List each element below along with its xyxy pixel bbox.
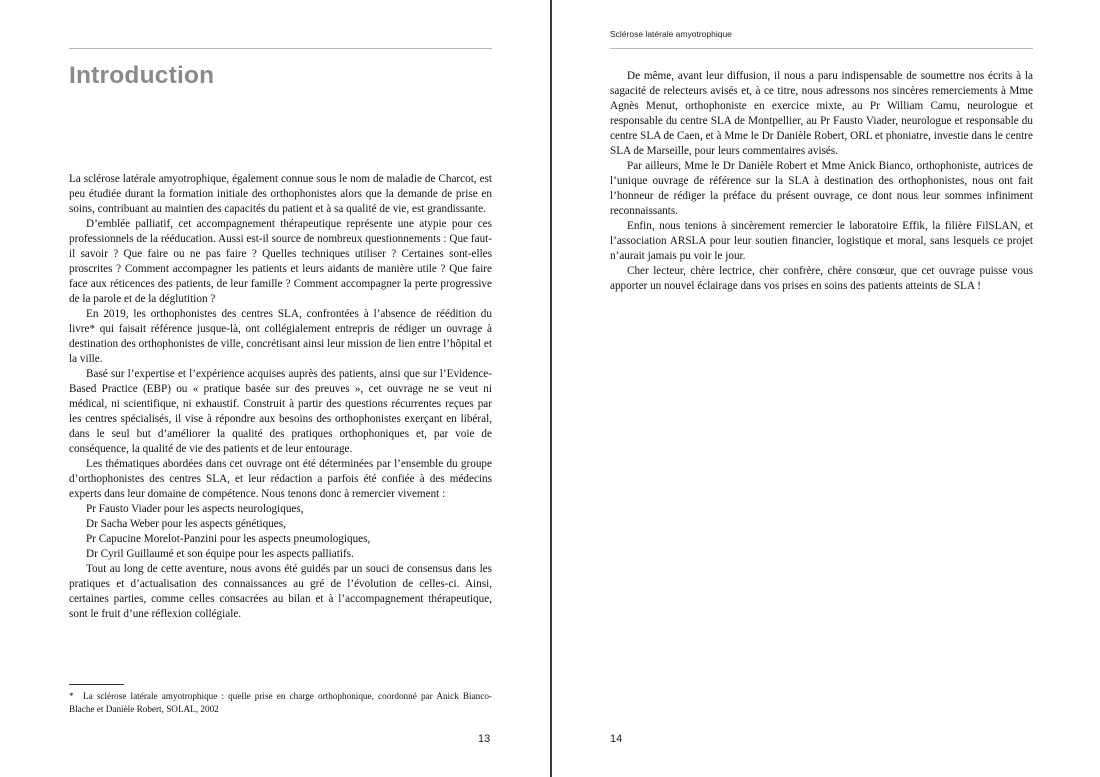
paragraph: Par ailleurs, Mme le Dr Danièle Robert et Mme Anick Bianco, orthophoniste, autrices de l’unique ouvrage de référence sur la SLA à destination des orthophonistes, nous ont fait l’honneur de rédiger la préface du présent ouvrage, ce dont nous leur sommes infiniment reconnaissants. xyxy=(610,160,1033,217)
list-item: Dr Cyril Guillaumé et son équipe pour les aspects palliatifs. xyxy=(86,548,354,560)
header-rule xyxy=(610,48,1033,49)
paragraph: Les thématiques abordées dans cet ouvrage ont été déterminées par l’ensemble du groupe d’orthophonistes des centres SLA, et leur rédaction a parfois été confiée à des médecins experts dans leur domaine de compétence. Nous tenons donc à remercier vivement : xyxy=(69,458,492,500)
page-number: 14 xyxy=(610,733,623,745)
paragraph: La sclérose latérale amyotrophique, également connue sous le nom de maladie de Charcot, est peu étudiée durant la formation initiale des orthophonistes alors que la demande de prise en soins, contribuant au maintien des capacités du patient et à sa qualité de vie, est grandissante. xyxy=(69,173,492,215)
list-item: Pr Fausto Viader pour les aspects neurologiques, xyxy=(86,503,304,515)
footnote-rule xyxy=(69,684,124,685)
paragraph: D’emblée palliatif, cet accompagnement thérapeutique représente une atypie pour ces professionnels de la rééducation. Aussi est-il source de nombreux questionnements : Que faut-il savoir ? Que faire ou ne pas faire ? Quelles techniques utiliser ? Certaines sont-elles proscrites ? Comment accompagner les patients et leurs aidants de manière utile ? Que faire face aux réticences des patients, de leur famille ? Comment accompagner la perte progressive de la parole et de la déglutition ? xyxy=(69,218,492,305)
footnote-marker: * xyxy=(69,691,74,701)
experts-list xyxy=(69,502,492,562)
paragraph: Tout au long de cette aventure, nous avons été guidés par un souci de consensus dans les pratiques et d’actualisation des connaissances au gré de l’évolution de celles-ci. Ainsi, certaines parties, comme celles consacrées au bilan et à l’accompagnement thérapeutique, sont le fruit d’une réflexion collégiale. xyxy=(69,563,492,620)
header-rule xyxy=(69,48,492,49)
page-number: 13 xyxy=(478,733,491,745)
right-page xyxy=(552,0,1100,777)
chapter-title: Introduction xyxy=(69,62,215,89)
paragraph: De même, avant leur diffusion, il nous a paru indispensable de soumettre nos écrits à la sagacité de relecteurs avisés et, à ce titre, nous adressons nos sincères remerciements à Mme Agnès Menut, orthophoniste en exercice mixte, au Pr William Camu, neurologue et responsable du centre SLA de Montpellier, au Pr Fausto Viader, neurologue et responsable du centre SLA de Caen, et à Mme le Dr Danièle Robert, ORL et phoniatre, investie dans le centre SLA de Marseille, pour leurs commentaires avisés. xyxy=(610,70,1033,157)
list-item: Pr Capucine Morelot-Panzini pour les aspects pneumologiques, xyxy=(86,533,371,545)
list-item: Dr Sacha Weber pour les aspects génétiques, xyxy=(86,518,286,530)
running-head: Sclérose latérale amyotrophique xyxy=(610,29,732,39)
paragraph: Basé sur l’expertise et l’expérience acquises auprès des patients, ainsi que sur l’Evidence-Based Practice (EBP) ou « pratique basée sur des preuves », cet ouvrage ne se veut ni médical, ni scientifique, ni exhaustif. Construit à partir des questions récurrentes reçues par les centres spécialisés, il vise à répondre aux besoins des orthophonistes exerçant en libéral, dans le seul but d’améliorer la qualité des pratiques orthophoniques et, par voie de conséquence, la qualité de vie des patients et de leur entourage. xyxy=(69,368,492,455)
paragraph: En 2019, les orthophonistes des centres SLA, confrontées à l’absence de réédition du livre* qui faisait référence jusque-là, ont collégialement entrepris de rédiger un ouvrage à destination des orthophonistes de ville, concrétisant ainsi leur mission de lien entre l’hôpital et la ville. xyxy=(69,308,492,365)
footnote xyxy=(69,690,492,716)
footnote-text: La sclérose latérale amyotrophique : quelle prise en charge orthophonique, coordonné par Anick Bianco-Blache et Danièle Robert, SOLAL, 2002 xyxy=(69,691,492,714)
paragraph: Enfin, nous tenions à sincèrement remercier le laboratoire Effik, la filière FilSLAN, et l’association ARSLA pour leur soutien financier, logistique et moral, sans lesquels ce projet n’aurait jamais pu voir le jour. xyxy=(610,220,1033,262)
body-text xyxy=(69,172,492,622)
body-text xyxy=(610,69,1033,294)
paragraph: Cher lecteur, chère lectrice, cher confrère, chère consœur, que cet ouvrage puisse vous apporter un nouvel éclairage dans vos prises en soins des patients atteints de SLA ! xyxy=(610,265,1033,292)
